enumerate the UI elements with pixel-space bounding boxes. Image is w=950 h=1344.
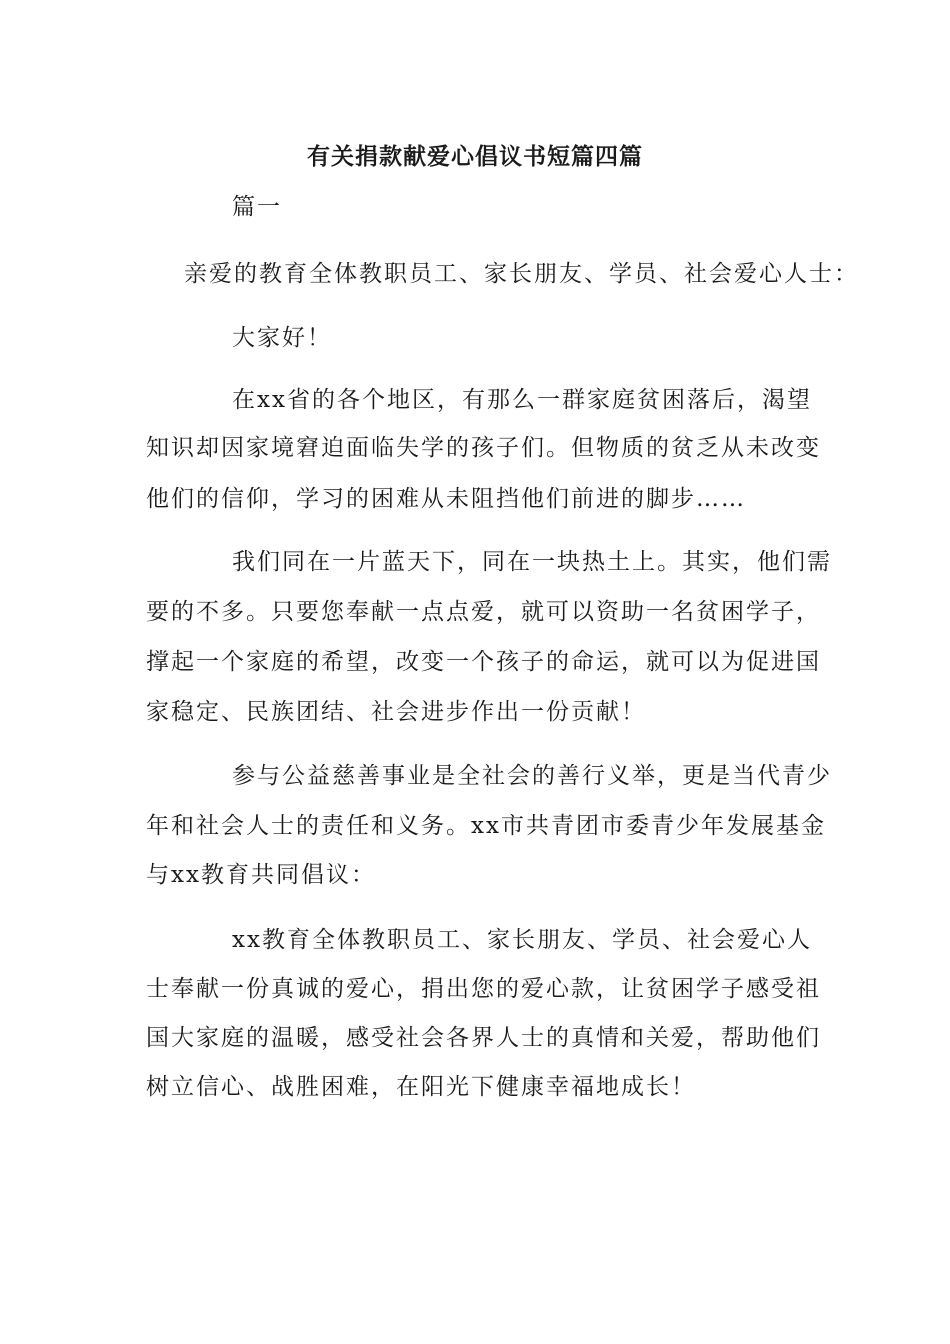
document-title: 有关捐款献爱心倡议书短篇四篇 [307, 144, 643, 170]
paragraph-4-line-1: xx教育全体教职员工、家长朋友、学员、社会爱心人 [232, 927, 812, 953]
paragraph-2-line-3: 撑起一个家庭的希望，改变一个孩子的命运，就可以为促进国 [146, 649, 821, 675]
paragraph-1-line-1: 在xx省的各个地区，有那么一群家庭贫困落后，渴望 [232, 387, 812, 413]
section-label: 篇一 [232, 194, 282, 220]
salutation: 亲爱的教育全体教职员工、家长朋友、学员、社会爱心人士： [184, 261, 859, 287]
paragraph-3-line-2: 年和社会人士的责任和义务。xx市共青团市委青少年发展基金 [146, 813, 826, 839]
paragraph-4-line-2: 士奉献一份真诚的爱心，捐出您的爱心款，让贫困学子感受祖 [146, 976, 821, 1002]
paragraph-3-line-3: 与xx教育共同倡议： [146, 862, 376, 888]
paragraph-1-line-2: 知识却因家境窘迫面临失学的孩子们。但物质的贫乏从未改变 [146, 435, 821, 461]
paragraph-2-line-4: 家稳定、民族团结、社会进步作出一份贡献！ [146, 699, 646, 725]
paragraph-4-line-4: 树立信心、战胜困难，在阳光下健康幸福地成长！ [146, 1074, 696, 1100]
paragraph-4-line-3: 国大家庭的温暖，感受社会各界人士的真情和关爱，帮助他们 [146, 1025, 821, 1051]
paragraph-1-line-3: 他们的信仰，学习的困难从未阻挡他们前进的脚步…… [146, 486, 746, 512]
paragraph-3-line-1: 参与公益慈善事业是全社会的善行义举，更是当代青少 [232, 763, 832, 789]
paragraph-2-line-2: 要的不多。只要您奉献一点点爱，就可以资助一名贫困学子， [146, 599, 821, 625]
paragraph-2-line-1: 我们同在一片蓝天下，同在一块热土上。其实，他们需 [232, 549, 832, 575]
greeting: 大家好！ [232, 325, 332, 351]
